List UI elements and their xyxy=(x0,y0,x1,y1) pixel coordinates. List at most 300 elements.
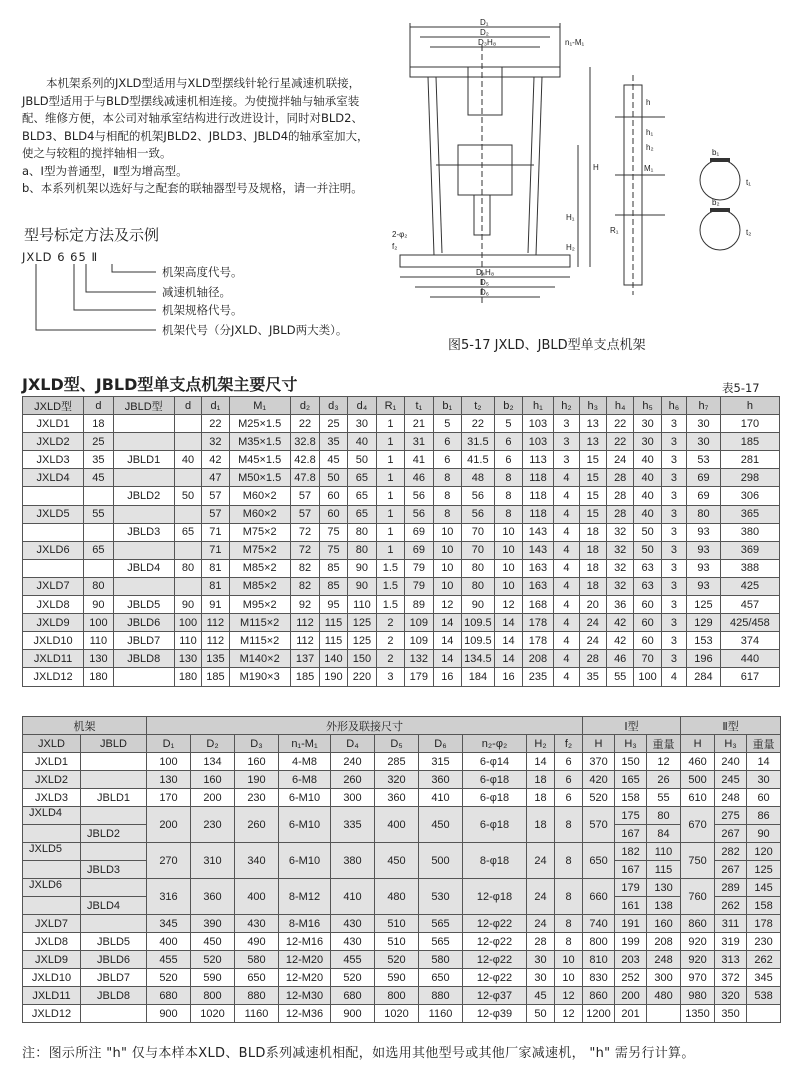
table-cell: 14 xyxy=(495,632,522,650)
table-cell: 203 xyxy=(615,951,647,969)
table-cell: 18 xyxy=(579,559,606,577)
column-header: t₁ xyxy=(404,397,434,415)
table-cell: 30 xyxy=(527,951,555,969)
table-cell: 372 xyxy=(715,969,747,987)
table-cell: 510 xyxy=(375,915,419,933)
table-cell: 455 xyxy=(331,951,375,969)
table-cell: 40 xyxy=(174,451,201,469)
table-cell: 185 xyxy=(720,433,779,451)
table-cell: JXLD1 xyxy=(23,415,84,433)
table-cell: 650 xyxy=(583,843,615,879)
table-cell: 830 xyxy=(583,969,615,987)
table-cell: 1200 xyxy=(583,1005,615,1023)
table-cell: 14 xyxy=(434,632,461,650)
label-height-code: 机架高度代号。 xyxy=(162,265,243,279)
table-cell: 103 xyxy=(522,415,554,433)
table-cell: JBLD6 xyxy=(81,951,147,969)
table-cell: JXLD1 xyxy=(23,753,81,771)
table-cell: 41 xyxy=(404,451,434,469)
table-cell: 6 xyxy=(495,433,522,451)
table-cell: 180 xyxy=(174,668,201,686)
table-cell: JBLD7 xyxy=(81,969,147,987)
table-cell: 80 xyxy=(687,505,721,523)
table-cell: 69 xyxy=(404,541,434,559)
table-cell: JBLD8 xyxy=(113,650,174,668)
table-cell: 30 xyxy=(747,771,781,789)
table-row xyxy=(23,915,781,933)
table-cell: M75×2 xyxy=(229,541,290,559)
table-row xyxy=(23,487,780,505)
table-cell: 490 xyxy=(235,933,279,951)
table-cell: 4 xyxy=(554,559,579,577)
group-header-row xyxy=(23,717,781,735)
table-cell: M140×2 xyxy=(229,650,290,668)
table-cell: M115×2 xyxy=(229,632,290,650)
table-cell: 320 xyxy=(715,987,747,1005)
dim-label: R₁ xyxy=(610,226,619,235)
table-row xyxy=(23,771,781,789)
table-cell: 670 xyxy=(681,807,715,843)
dim-label: H₂ xyxy=(566,243,575,252)
dim-label: D₅ xyxy=(480,278,489,287)
table-cell: 80 xyxy=(461,577,495,595)
table-cell: 134 xyxy=(191,753,235,771)
table-cell: JXLD11 xyxy=(23,650,84,668)
table-cell: 313 xyxy=(715,951,747,969)
intro-line: 配、维修方便，本公司对轴承室结构进行改进设计，同时对BLD2、 xyxy=(22,111,363,125)
table-cell: 12 xyxy=(555,987,583,1005)
table-cell: JXLD8 xyxy=(23,596,84,614)
table-cell: 430 xyxy=(331,933,375,951)
table-cell: 69 xyxy=(404,523,434,541)
table-cell: 610 xyxy=(681,789,715,807)
table-cell: 4 xyxy=(554,596,579,614)
table-cell: 167 xyxy=(615,861,647,879)
table-cell: 40 xyxy=(634,469,661,487)
table-cell: 161 xyxy=(615,897,647,915)
table-cell: 345 xyxy=(747,969,781,987)
table-cell: 170 xyxy=(720,415,779,433)
table-cell: 18 xyxy=(527,789,555,807)
table-cell: 10 xyxy=(555,951,583,969)
table-cell: 570 xyxy=(583,807,615,843)
table-cell: 3 xyxy=(661,632,686,650)
table-cell: 10 xyxy=(495,559,522,577)
table-cell: 8 xyxy=(434,505,461,523)
table-cell: 8 xyxy=(555,915,583,933)
dim-label: D₆ xyxy=(480,288,490,297)
table-row xyxy=(23,415,780,433)
label-spec-code: 机架规格代号。 xyxy=(162,303,243,317)
table-cell: JBLD2 xyxy=(113,487,174,505)
table-row xyxy=(23,469,780,487)
table-cell: 425/458 xyxy=(720,614,779,632)
column-header: h₂ xyxy=(554,397,579,415)
table-cell: 3 xyxy=(661,469,686,487)
table-cell: 69 xyxy=(687,487,721,505)
table-cell: 82 xyxy=(290,559,320,577)
table-cell: 6-φ14 xyxy=(463,753,527,771)
label-shaft-dia: 减速机轴径。 xyxy=(162,285,231,299)
callout-lines xyxy=(22,250,162,345)
table-cell: 40 xyxy=(634,451,661,469)
table-cell: 3 xyxy=(661,505,686,523)
intro-line: a、Ⅰ型为普通型，Ⅱ型为增高型。 xyxy=(22,163,188,178)
table-cell: M85×2 xyxy=(229,577,290,595)
table-cell: 50 xyxy=(634,541,661,559)
column-header: f₂ xyxy=(555,735,583,753)
table-cell: 185 xyxy=(202,668,229,686)
table-cell: 1 xyxy=(377,541,404,559)
dim-label: b₁ xyxy=(712,148,720,157)
table-row xyxy=(23,668,780,686)
table-cell: JXLD6 xyxy=(23,879,81,897)
table-cell: 4 xyxy=(554,541,579,559)
column-header: d xyxy=(174,397,201,415)
table-cell: 90 xyxy=(84,596,114,614)
table-cell: 12 xyxy=(495,596,522,614)
table-cell: 32 xyxy=(606,541,633,559)
table-cell: 457 xyxy=(720,596,779,614)
table-cell: 580 xyxy=(235,951,279,969)
table-cell: JXLD7 xyxy=(23,577,84,595)
table-cell: 110 xyxy=(647,843,681,861)
table-cell: 12-M36 xyxy=(279,1005,331,1023)
table-cell: JBLD4 xyxy=(113,559,174,577)
group-header-type1: Ⅰ型 xyxy=(583,717,681,735)
table-cell: 8 xyxy=(434,469,461,487)
table-cell: 163 xyxy=(522,559,554,577)
table-cell: 168 xyxy=(522,596,554,614)
table-cell: 6 xyxy=(555,771,583,789)
table-cell: 40 xyxy=(347,433,377,451)
column-header: t₂ xyxy=(461,397,495,415)
table-cell: 40 xyxy=(634,487,661,505)
table-cell: 390 xyxy=(191,915,235,933)
table-cell: 3 xyxy=(661,650,686,668)
table-cell: 185 xyxy=(290,668,320,686)
table-cell: 100 xyxy=(174,614,201,632)
table-cell: 10 xyxy=(495,523,522,541)
intro-line: BLD3、BLD4与相配的机架JBLD2、JBLD3、JBLD4的轴承室加大， xyxy=(22,128,369,143)
table-cell: 24 xyxy=(579,632,606,650)
table-cell: 10 xyxy=(434,577,461,595)
table-cell: 81 xyxy=(202,559,229,577)
table-cell: 167 xyxy=(615,825,647,843)
table-cell: 103 xyxy=(522,433,554,451)
table-cell: 32 xyxy=(606,559,633,577)
table-cell: 89 xyxy=(404,596,434,614)
dim-label: h₂ xyxy=(646,143,654,152)
table-cell: 24 xyxy=(579,614,606,632)
table-cell: 72 xyxy=(290,541,320,559)
table-cell: 6-φ18 xyxy=(463,789,527,807)
column-header: D₅ xyxy=(375,735,419,753)
table-cell xyxy=(81,807,147,825)
table-cell: 50 xyxy=(634,523,661,541)
table-cell: 350 xyxy=(715,1005,747,1023)
table-cell: 580 xyxy=(419,951,463,969)
table-cell: 750 xyxy=(681,843,715,879)
table-row xyxy=(23,433,780,451)
table-cell: 42 xyxy=(202,451,229,469)
table-cell: 129 xyxy=(687,614,721,632)
table-cell: 1.5 xyxy=(377,596,404,614)
table-cell: 8 xyxy=(555,843,583,879)
column-header: JBLD型 xyxy=(113,397,174,415)
table-cell: 178 xyxy=(747,915,781,933)
table-cell: 10 xyxy=(555,969,583,987)
table-cell: 90 xyxy=(347,559,377,577)
dim-label: h xyxy=(646,98,651,107)
table-cell: JXLD6 xyxy=(23,541,84,559)
table-cell: JXLD5 xyxy=(23,843,81,861)
table-cell: 8 xyxy=(555,879,583,915)
table-row xyxy=(23,505,780,523)
table-cell: 57 xyxy=(290,487,320,505)
table-cell: 125 xyxy=(687,596,721,614)
table-cell: 196 xyxy=(687,650,721,668)
table-cell: 316 xyxy=(147,879,191,915)
table-cell: 81 xyxy=(202,577,229,595)
table-cell: 590 xyxy=(375,969,419,987)
table-cell: 25 xyxy=(320,415,347,433)
table-cell: 3 xyxy=(661,451,686,469)
table-row xyxy=(23,987,781,1005)
table-row xyxy=(23,753,781,771)
table-cell: 12-M20 xyxy=(279,951,331,969)
table-cell: 920 xyxy=(681,933,715,951)
table-cell: 20 xyxy=(579,596,606,614)
table-cell: 3 xyxy=(554,433,579,451)
table-cell: 12-φ37 xyxy=(463,987,527,1005)
table-cell: 84 xyxy=(647,825,681,843)
table-cell: 184 xyxy=(461,668,495,686)
table-cell: 63 xyxy=(634,577,661,595)
table-cell: 28 xyxy=(606,469,633,487)
table-cell xyxy=(81,879,147,897)
table-cell: M35×1.5 xyxy=(229,433,290,451)
table-cell: 179 xyxy=(615,879,647,897)
table-cell: 22 xyxy=(606,433,633,451)
table-cell: 22 xyxy=(606,415,633,433)
table-cell: 3 xyxy=(661,433,686,451)
table-cell: 1 xyxy=(377,451,404,469)
table-cell: 130 xyxy=(84,650,114,668)
table-cell: 15 xyxy=(579,469,606,487)
table-cell: 120 xyxy=(747,843,781,861)
table-cell: 45 xyxy=(84,469,114,487)
table-cell: 10 xyxy=(495,541,522,559)
table-row xyxy=(23,933,781,951)
table-cell xyxy=(81,843,147,861)
table-cell: 201 xyxy=(615,1005,647,1023)
table-cell: 8 xyxy=(555,933,583,951)
table-cell: M95×2 xyxy=(229,596,290,614)
table-row xyxy=(23,807,781,825)
table-cell: 28 xyxy=(606,487,633,505)
table-cell: JBLD1 xyxy=(81,789,147,807)
table-cell: 70 xyxy=(634,650,661,668)
column-header: D₄ xyxy=(331,735,375,753)
table-cell: M45×1.5 xyxy=(229,451,290,469)
table-cell: 65 xyxy=(347,487,377,505)
table-cell: 520 xyxy=(331,969,375,987)
table-cell: 880 xyxy=(235,987,279,1005)
table-cell xyxy=(23,523,84,541)
table-cell: 4 xyxy=(554,614,579,632)
intro-line: 使之与较粗的搅拌轴相一致。 xyxy=(22,146,172,160)
column-header: H xyxy=(583,735,615,753)
table-cell: 30 xyxy=(527,969,555,987)
table-cell: 980 xyxy=(681,987,715,1005)
table-cell: 12-φ39 xyxy=(463,1005,527,1023)
table-cell: 135 xyxy=(202,650,229,668)
table-cell: JBLD1 xyxy=(113,451,174,469)
table-cell: M50×1.5 xyxy=(229,469,290,487)
column-header: h xyxy=(720,397,779,415)
table-cell: 75 xyxy=(320,523,347,541)
table-cell: 4 xyxy=(554,487,579,505)
table-cell: 380 xyxy=(331,843,375,879)
table-cell xyxy=(23,825,81,843)
table-cell: 30 xyxy=(347,415,377,433)
table-cell: 46 xyxy=(404,469,434,487)
table-cell: 617 xyxy=(720,668,779,686)
table-cell: 1 xyxy=(377,469,404,487)
table-cell: 12 xyxy=(434,596,461,614)
table-cell: 208 xyxy=(522,650,554,668)
dim-label: H₁ xyxy=(566,213,575,222)
table-cell: M25×1.5 xyxy=(229,415,290,433)
table-cell: 590 xyxy=(191,969,235,987)
table-cell: JBLD4 xyxy=(81,897,147,915)
table-cell: 118 xyxy=(522,469,554,487)
table-cell: 200 xyxy=(615,987,647,1005)
table-cell: 6 xyxy=(495,451,522,469)
table-cell: 60 xyxy=(320,487,347,505)
table-cell: 48 xyxy=(461,469,495,487)
table-cell: 500 xyxy=(419,843,463,879)
table-cell: 520 xyxy=(147,969,191,987)
table-cell: 182 xyxy=(615,843,647,861)
table-cell: M190×3 xyxy=(229,668,290,686)
table-cell: 143 xyxy=(522,523,554,541)
table-cell: 115 xyxy=(647,861,681,879)
table-cell: 112 xyxy=(290,632,320,650)
table-cell: 109.5 xyxy=(461,632,495,650)
table-cell: 60 xyxy=(634,632,661,650)
table-cell xyxy=(23,861,81,879)
table-cell: 50 xyxy=(174,487,201,505)
figure-caption: 图5-17 JXLD、JBLD型单支点机架 xyxy=(448,338,646,353)
table-cell: 275 xyxy=(715,807,747,825)
table-cell: 79 xyxy=(404,577,434,595)
table-cell: 125 xyxy=(347,632,377,650)
table-cell: 93 xyxy=(687,577,721,595)
table-cell: 32.8 xyxy=(290,433,320,451)
table-cell: 680 xyxy=(331,987,375,1005)
column-header: 重量 xyxy=(747,735,781,753)
table-cell: 80 xyxy=(347,523,377,541)
table-cell: 660 xyxy=(583,879,615,915)
table-cell: 248 xyxy=(647,951,681,969)
table-cell: 480 xyxy=(647,987,681,1005)
table-cell: 3 xyxy=(554,415,579,433)
dim-label: n₁-M₁ xyxy=(565,38,585,47)
table-cell: 388 xyxy=(720,559,779,577)
table-cell: 118 xyxy=(522,505,554,523)
table-cell: JBLD3 xyxy=(81,861,147,879)
table-cell: 35 xyxy=(579,668,606,686)
table-cell: 13 xyxy=(579,433,606,451)
table-cell: 15 xyxy=(579,451,606,469)
column-header: n₁-M₁ xyxy=(279,735,331,753)
table-cell: 60 xyxy=(747,789,781,807)
table-cell: 10 xyxy=(434,541,461,559)
column-header: d₂ xyxy=(290,397,320,415)
table-cell: 14 xyxy=(434,614,461,632)
table-cell: 36 xyxy=(606,596,633,614)
table-cell: 70 xyxy=(461,523,495,541)
intro-line: b、本系列机架以选好与之配套的联轴器型号及规格，请一并注明。 xyxy=(22,181,363,195)
table-cell: 60 xyxy=(634,596,661,614)
table-row xyxy=(23,632,780,650)
frame-table xyxy=(22,716,781,1023)
table-cell: 3 xyxy=(661,614,686,632)
table-cell: 31 xyxy=(404,433,434,451)
table-cell: 160 xyxy=(647,915,681,933)
table-cell xyxy=(113,541,174,559)
table-cell: 40 xyxy=(634,505,661,523)
table-cell: 12-φ18 xyxy=(463,879,527,915)
dimensions-table xyxy=(22,396,780,687)
table-cell: 180 xyxy=(84,668,114,686)
table-cell: 28 xyxy=(606,505,633,523)
table-cell: 41.5 xyxy=(461,451,495,469)
table-cell: 71 xyxy=(202,523,229,541)
table-cell: 72 xyxy=(290,523,320,541)
table-row xyxy=(23,789,781,807)
table-cell: 200 xyxy=(147,807,191,843)
table-cell: 3 xyxy=(554,451,579,469)
table-cell: 56 xyxy=(404,487,434,505)
table-cell: 284 xyxy=(687,668,721,686)
table-cell: 3 xyxy=(661,559,686,577)
table-cell xyxy=(81,1005,147,1023)
table-cell: 47.8 xyxy=(290,469,320,487)
table-cell: 380 xyxy=(720,523,779,541)
table-cell: 760 xyxy=(681,879,715,915)
table-cell: JBLD3 xyxy=(113,523,174,541)
table-cell: 6-M10 xyxy=(279,789,331,807)
table-cell: 86 xyxy=(747,807,781,825)
table-cell: 130 xyxy=(147,771,191,789)
table-cell: 450 xyxy=(419,807,463,843)
table-cell: 1020 xyxy=(375,1005,419,1023)
table-cell: 18 xyxy=(84,415,114,433)
table-cell: 1160 xyxy=(235,1005,279,1023)
table-cell: 110 xyxy=(174,632,201,650)
table-cell: 53 xyxy=(687,451,721,469)
table-cell: 125 xyxy=(347,614,377,632)
table-cell: JXLD3 xyxy=(23,451,84,469)
dim-label: D₂ xyxy=(480,28,489,37)
table-cell: 14 xyxy=(495,650,522,668)
table-row xyxy=(23,577,780,595)
table-cell: 8 xyxy=(495,469,522,487)
table-cell: 71 xyxy=(202,541,229,559)
